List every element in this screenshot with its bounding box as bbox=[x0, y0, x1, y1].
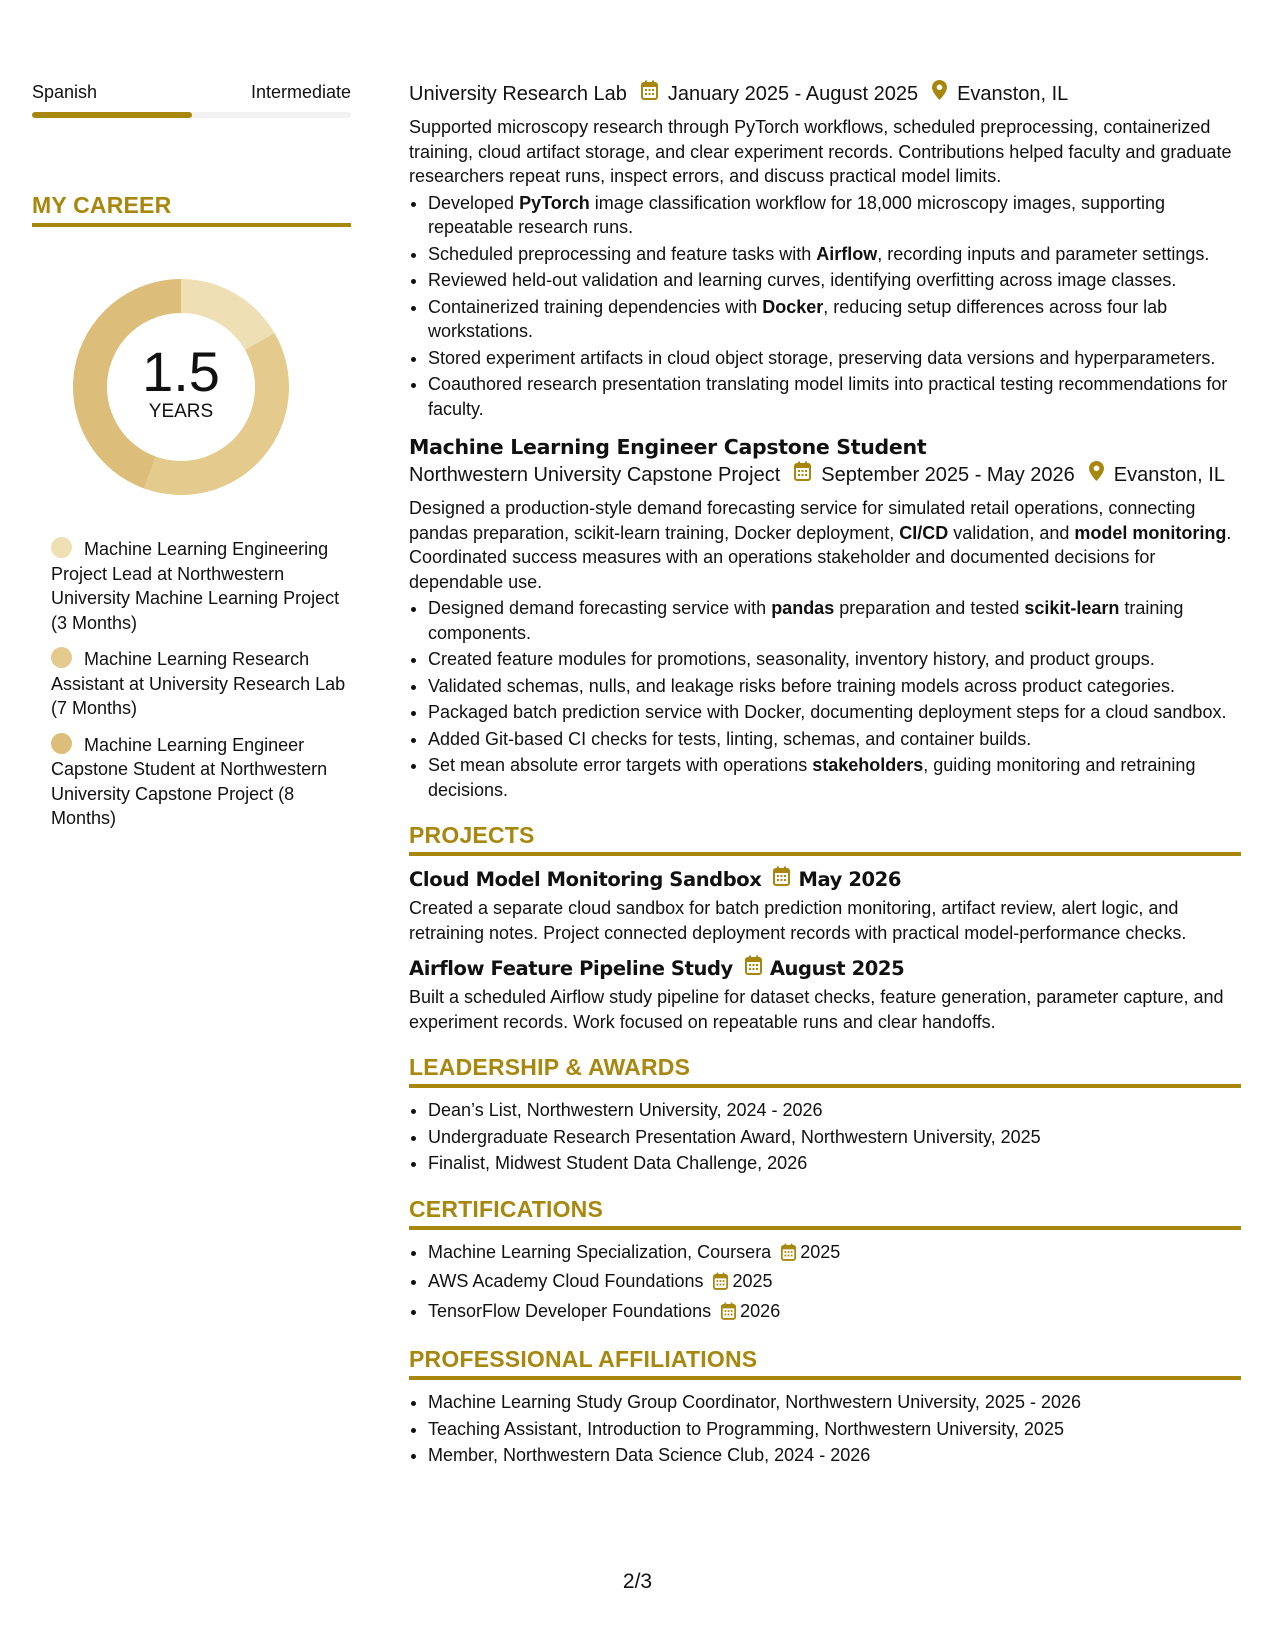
legend-dot-1 bbox=[51, 537, 72, 558]
list-item: • Undergraduate Research Presentation Award, Northwestern University, 2025 bbox=[428, 1125, 1241, 1150]
language-level: Intermediate bbox=[250, 82, 351, 102]
legend-dot-3 bbox=[51, 733, 72, 754]
list-item: • Set mean absolute error targets with operations stakeholders, guiding monitoring and retraining decisions. bbox=[428, 753, 1241, 802]
job-summary: Supported microscopy research through PyTorch workflows, scheduled preprocessing, containerized training, cloud artifact storage, and clear experiment records. Contributions helped faculty and graduate researchers repeat runs, inspect errors, and discuss practical model limits. bbox=[409, 117, 1232, 186]
experience-entry-research-lab bbox=[409, 80, 1241, 421]
career-years-unit: YEARS bbox=[148, 401, 214, 422]
list-item: • TensorFlow Developer Foundations 2026 bbox=[428, 1299, 1241, 1327]
project-heading bbox=[409, 955, 1241, 983]
list-item: • Created feature modules for promotions, seasonality, inventory history, and product groups. bbox=[428, 647, 1241, 672]
calendar-icon bbox=[641, 80, 658, 107]
page-number: 2/3 bbox=[622, 1570, 653, 1593]
list-item: • AWS Academy Cloud Foundations 2025 bbox=[428, 1269, 1241, 1297]
job-location: Evanston, IL bbox=[957, 82, 1069, 105]
list-item: • Teaching Assistant, Introduction to Programming, Northwestern University, 2025 bbox=[428, 1417, 1241, 1442]
job-location: Evanston, IL bbox=[1113, 463, 1225, 486]
job-organization: Northwestern University Capstone Project bbox=[409, 463, 781, 486]
legend-label: Machine Learning Research Assistant at University Research Lab (7 Months) bbox=[51, 649, 346, 718]
career-legend-item bbox=[51, 647, 351, 721]
certifications-list bbox=[409, 1240, 1241, 1327]
legend-label: Machine Learning Engineer Capstone Student at Northwestern University Capstone Project (8 Months) bbox=[51, 734, 328, 828]
job-meta-line bbox=[409, 80, 1241, 107]
leadership-section-title: LEADERSHIP & AWARDS bbox=[409, 1054, 1241, 1088]
projects-section-title: PROJECTS bbox=[409, 822, 1241, 856]
list-item: • Dean’s List, Northwestern University, 2024 - 2026 bbox=[428, 1098, 1241, 1123]
list-item: • Stored experiment artifacts in cloud object storage, preserving data versions and hyperparameters. bbox=[428, 346, 1241, 371]
job-summary: Designed a production-style demand forecasting service for simulated retail operations, connecting pandas preparation, scikit-learn training, Docker deployment, CI/CD validation, and model monitoring. Coordinated success measures with an operations stakeholder and documented decisions for dependable use. bbox=[409, 498, 1232, 592]
map-pin-icon bbox=[1089, 461, 1104, 488]
list-item: • Scheduled preprocessing and feature tasks with Airflow, recording inputs and parameter settings. bbox=[428, 242, 1241, 267]
left-column bbox=[32, 80, 351, 843]
project-entry bbox=[409, 955, 1241, 1034]
affiliations-list bbox=[409, 1390, 1241, 1468]
project-entry bbox=[409, 866, 1241, 945]
career-section-title: MY CAREER bbox=[32, 192, 351, 227]
project-name: Cloud Model Monitoring Sandbox bbox=[409, 868, 762, 891]
career-legend bbox=[32, 537, 351, 831]
job-organization: University Research Lab bbox=[409, 82, 627, 105]
list-item: • Coauthored research presentation translating model limits into practical testing recommendations for faculty. bbox=[428, 372, 1241, 421]
calendar-icon bbox=[794, 461, 811, 488]
project-date: August 2025 bbox=[769, 957, 905, 980]
right-column bbox=[409, 80, 1241, 1470]
job-title: Machine Learning Engineer Capstone Student bbox=[409, 435, 927, 459]
legend-label: Machine Learning Engineering Project Lead at Northwestern University Machine Learning Project (3 Months) bbox=[51, 539, 340, 633]
calendar-icon bbox=[721, 1302, 736, 1327]
career-legend-item bbox=[51, 537, 351, 635]
project-date: May 2026 bbox=[798, 868, 902, 891]
language-row bbox=[32, 80, 351, 104]
calendar-icon bbox=[781, 1243, 796, 1268]
list-item: • Finalist, Midwest Student Data Challenge, 2026 bbox=[428, 1151, 1241, 1176]
list-item: • Added Git-based CI checks for tests, linting, schemas, and container builds. bbox=[428, 727, 1241, 752]
project-heading bbox=[409, 866, 1241, 894]
list-item: • Packaged batch prediction service with Docker, documenting deployment steps for a cloud sandbox. bbox=[428, 700, 1241, 725]
job-bullets bbox=[409, 191, 1241, 422]
legend-dot-2 bbox=[51, 647, 72, 668]
job-dates: January 2025 - August 2025 bbox=[667, 82, 919, 105]
career-total-years: 1.5 bbox=[142, 340, 220, 403]
list-item: • Designed demand forecasting service with pandas preparation and tested scikit-learn training components. bbox=[428, 596, 1241, 645]
list-item: • Reviewed held-out validation and learning curves, identifying overfitting across image classes. bbox=[428, 268, 1241, 293]
list-item: • Machine Learning Specialization, Coursera 2025 bbox=[428, 1240, 1241, 1268]
calendar-icon bbox=[745, 955, 762, 983]
job-dates: September 2025 - May 2026 bbox=[821, 463, 1075, 486]
map-pin-icon bbox=[932, 80, 947, 107]
certifications-section-title: CERTIFICATIONS bbox=[409, 1196, 1241, 1230]
affiliations-section-title: PROFESSIONAL AFFILIATIONS bbox=[409, 1346, 1241, 1380]
list-item: • Machine Learning Study Group Coordinator, Northwestern University, 2025 - 2026 bbox=[428, 1390, 1241, 1415]
career-donut-center bbox=[65, 271, 297, 503]
language-proficiency-bar bbox=[32, 112, 351, 118]
calendar-icon bbox=[773, 866, 790, 894]
career-legend-item bbox=[51, 733, 351, 831]
calendar-icon bbox=[713, 1272, 728, 1297]
list-item: • Member, Northwestern Data Science Club, 2024 - 2026 bbox=[428, 1443, 1241, 1468]
language-name: Spanish bbox=[32, 82, 98, 102]
project-description: Created a separate cloud sandbox for batch prediction monitoring, artifact review, alert logic, and retraining notes. Project connected deployment records with practical model-performance checks. bbox=[409, 898, 1187, 943]
leadership-list bbox=[409, 1098, 1241, 1176]
list-item: • Developed PyTorch image classification workflow for 18,000 microscopy images, supporting repeatable research runs. bbox=[428, 191, 1241, 240]
career-donut-chart bbox=[65, 271, 297, 503]
list-item: • Containerized training dependencies with Docker, reducing setup differences across four lab workstations. bbox=[428, 295, 1241, 344]
project-name: Airflow Feature Pipeline Study bbox=[409, 957, 733, 980]
job-meta-line bbox=[409, 461, 1241, 488]
job-bullets bbox=[409, 596, 1241, 802]
list-item: • Validated schemas, nulls, and leakage risks before training models across product categories. bbox=[428, 674, 1241, 699]
language-proficiency-fill bbox=[32, 112, 192, 118]
experience-entry-capstone bbox=[409, 433, 1241, 802]
project-description: Built a scheduled Airflow study pipeline for dataset checks, feature generation, parameter capture, and experiment records. Work focused on repeatable runs and clear handoffs. bbox=[409, 987, 1224, 1032]
